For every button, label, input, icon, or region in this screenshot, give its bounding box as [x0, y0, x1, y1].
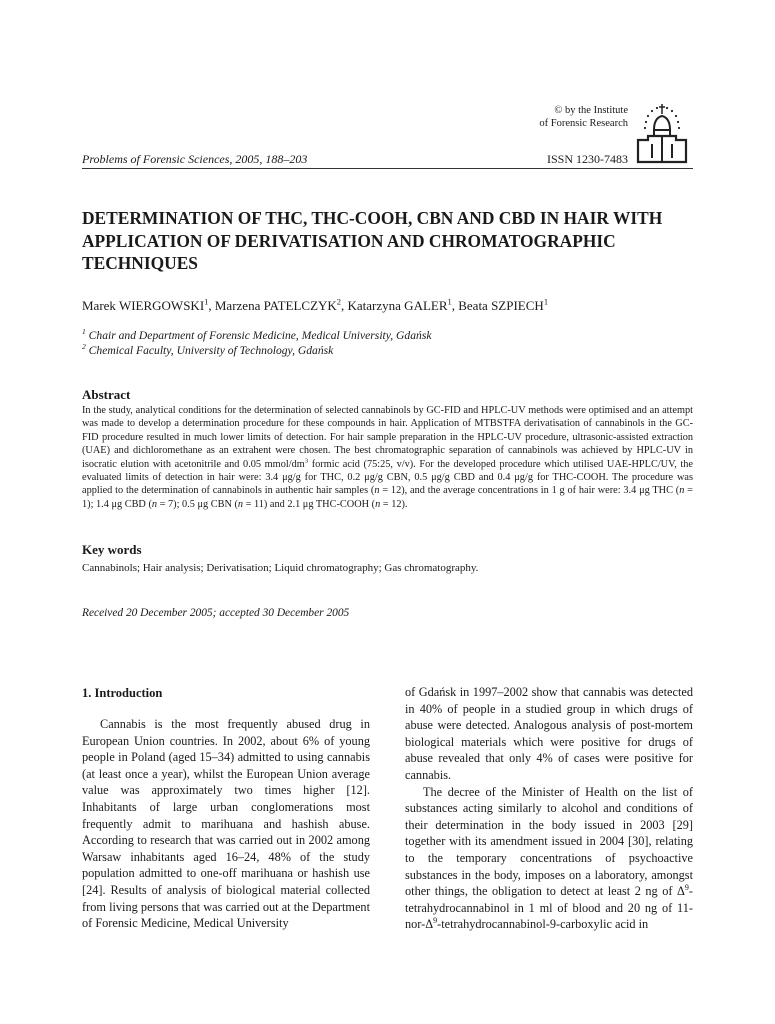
author-list: Marek WIERGOWSKI$^1$, Marzena PATELCZYK$^2$, Katarzyna GALER$^1$, Beata SZPIECH$^1$ [82, 296, 549, 313]
institute-logo-icon [632, 100, 692, 166]
abstract-n-symbol: n [375, 498, 381, 510]
abstract-text: = 11) and 2.1 μg THC-COOH ( [243, 498, 376, 510]
body-paragraph [405, 784, 693, 933]
abstract-text: In the study, analytical conditions for the determination of selected cannabinols by GC-FID and HPLC-UV methods were optimised and an attempt was made to develop a determination procedure for these compounds in hair. Application of MTBSTFA derivatisation of cannabinols in the GC-FID procedure resulted in much lower limits of detection. For hair sample preparation in the HPLC-UV procedure, ultrasonic-assisted extraction (UAE) and dichloromethane as an extrahent were chosen. The best chromatographic separation of cannabinols was achieved by HPLC-UV in isocratic elution with acetonitrile and 0.05 mmol/dm [82, 405, 693, 470]
abstract-body [82, 404, 693, 511]
body-column-left [82, 716, 370, 932]
affiliations [82, 329, 693, 358]
body-text: The decree of the Minister of Health on the list of substances acting similarly to alcohol and conditions of their determination in the body issued in 2003 [29] together with its amendment issued in 2004 [30], relating to the temporary concentrations of psychoactive substances in the body, imposes on a laboratory, amongst other things, the obligation to detect at least 2 ng of Δ [405, 784, 693, 899]
keywords-heading: Key words [82, 542, 142, 557]
affiliation-number: 2 [82, 341, 86, 351]
body-superscript: 9 [684, 883, 689, 893]
abstract-text: = 7); 0.5 μg CBN ( [157, 498, 238, 510]
abstract-text: = 12), and the average concentrations in 1 g of hair were: 3.4 μg THC ( [379, 485, 680, 497]
abstract-n-symbol: n [151, 498, 158, 510]
author-affiliation-mark: 1 [447, 296, 452, 307]
abstract-superscript: 3 [304, 457, 309, 465]
body-text: -tetrahydrocannabinol in 1 ml of blood and 20 ng of 11-nor-Δ [405, 884, 693, 932]
copyright-notice [490, 105, 628, 130]
body-column-right [405, 684, 693, 933]
body-superscript: 9 [433, 916, 438, 926]
author-affiliation-mark: 2 [336, 296, 342, 307]
affiliation-item [82, 329, 693, 344]
author-name: Marzena PATELCZYK [214, 298, 337, 313]
abstract-text: = 12). [380, 498, 408, 510]
article-title: DETERMINATION OF THC, THC-COOH, CBN AND CBD IN HAIR WITH APPLICATION OF DERIVATISATION AND CHROMATOGRAPHIC TECHNIQUES [82, 208, 663, 273]
abstract-n-symbol: n [374, 485, 380, 497]
issn: ISSN 1230-7483 [546, 152, 628, 166]
abstract-n-symbol: n [237, 498, 244, 510]
header-divider [82, 168, 693, 169]
abstract-heading: Abstract [82, 387, 131, 402]
received-date: Received 20 December 2005; accepted 30 December 2005 [82, 607, 350, 619]
affiliation-text: Chair and Department of Forensic Medicine, Medical University, Gdańsk [88, 329, 432, 342]
keywords-list: Cannabinols; Hair analysis; Derivatisation; Liquid chromatography; Gas chromatography. [82, 562, 479, 574]
abstract-n-symbol: n [679, 485, 685, 497]
author-name: Marek WIERGOWSKI [82, 298, 205, 313]
author-name: Beata SZPIECH [458, 298, 544, 313]
affiliation-text: Chemical Faculty, University of Technology, Gdańsk [88, 343, 334, 357]
body-paragraph: of Gdańsk in 1997–2002 show that cannabis was detected in 40% of people in a studied group in which drugs of abuse were detected. Analogous analysis of post-mortem biological materials which were positive for drugs of abuse revealed that only 4% of cases were positive for cannabis. [405, 685, 693, 782]
journal-citation: Problems of Forensic Sciences, 2005, 188–203 [82, 152, 308, 166]
copyright-line-1: © by the Institute [554, 105, 628, 116]
author-name: Katarzyna GALER [347, 298, 448, 313]
copyright-line-2: of Forensic Research [539, 117, 628, 129]
author-affiliation-mark: 1 [204, 296, 209, 307]
body-paragraph: Cannabis is the most frequently abused drug in European Union countries. In 2002, about 6% of young people in Poland (aged 15–34) admitted to using cannabis (at least once a year), whilst the European Union average value was approximately two times higher [12]. Inhabitants of large urban conglomerations most frequently admit to marihuana and hashish abuse. According to research that was carried out in 2002 among Warsaw inhabitants aged 16–24, 48% of the study population admitted to one-off marihuana or hashish use [24]. Results of analysis of biological material collected from living persons that was carried out at the Department of Forensic Medicine, Medical University [82, 717, 370, 931]
affiliation-number: 1 [82, 327, 86, 337]
author-affiliation-mark: 1 [543, 296, 549, 307]
body-text: -tetrahydrocannabinol-9-carboxylic acid in [437, 917, 649, 932]
abstract-text: = 1); 1.4 μg CBD ( [82, 485, 693, 510]
affiliation-item [82, 341, 693, 359]
section-heading-introduction: 1. Introduction [82, 686, 163, 700]
abstract-text: formic acid (75:25, v/v). For the developed procedure which utilised UAE-HPLC/UV, the evaluated limits of detection in hair were: 3.4 μg/g for THC, 0.2 μg/g CBN, 0.5 μg/g CBD and 0.4 μg/g for THC-COOH. The procedure was applied to the determination of cannabinols in authentic hair samples ( [82, 458, 693, 497]
